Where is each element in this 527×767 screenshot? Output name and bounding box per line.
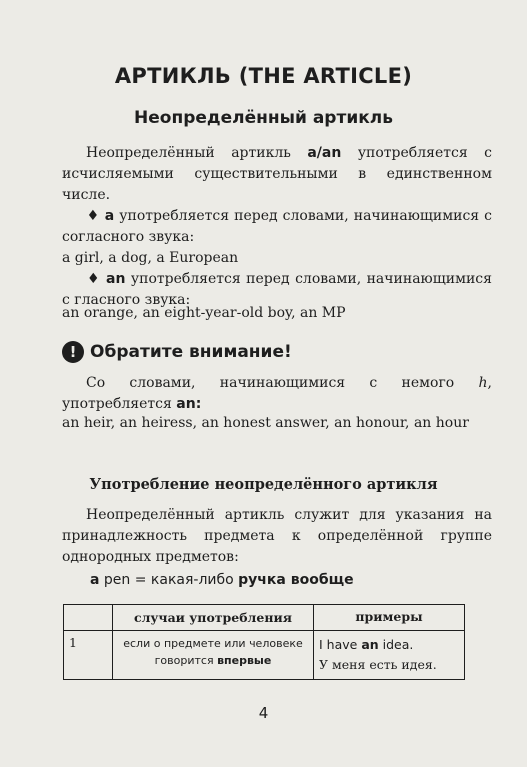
exclamation-icon: ! xyxy=(62,341,84,363)
rule-a-examples: a girl, a dog, a European xyxy=(62,250,239,266)
page-number: 4 xyxy=(258,704,269,722)
article-term: a/an xyxy=(307,145,342,161)
rule-an-examples: an orange, an eight-year-old boy, an MP xyxy=(62,305,346,321)
rule-a: ♦ a употребляется перед словами, начинающимися с согласного звука: xyxy=(62,208,492,245)
usage-examples: I have an idea. У меня есть идея. xyxy=(314,631,465,680)
row-number: 1 xyxy=(64,631,113,680)
table-row xyxy=(64,631,465,680)
usage-table xyxy=(63,604,465,680)
note-text: Со словами, начинающимися с немого h, употребляется an: xyxy=(62,375,492,412)
note-heading: ! Обратите внимание! xyxy=(62,341,292,363)
table-header-row xyxy=(64,605,465,631)
table-header xyxy=(64,605,113,631)
diamond-bullet-icon: ♦ xyxy=(86,208,100,224)
table-header: примеры xyxy=(314,605,465,631)
rule-an: ♦ an употребляется перед словами, начинающимися с гласного звука: xyxy=(62,271,492,308)
section-title: Неопределённый артикль xyxy=(134,108,393,128)
note-examples: an heir, an heiress, an honest answer, an honour, an hour xyxy=(62,415,469,431)
page-title: АРТИКЛЬ (THE ARTICLE) xyxy=(114,64,413,88)
usage-case: если о предмете или человеке говорится впервые xyxy=(113,631,314,680)
intro-paragraph: Неопределённый артикль a/an употребляется с исчисляемыми существительными в единственном числе. xyxy=(62,145,492,203)
table-header: случаи употребления xyxy=(113,605,314,631)
diamond-bullet-icon: ♦ xyxy=(86,271,101,287)
usage-heading: Употребление неопределённого артикля xyxy=(89,476,438,493)
usage-text: Неопределённый артикль служит для указания на принадлежность предмета к определённой группе однородных предметов: xyxy=(62,507,492,565)
usage-example: a pen = какая-либо ручка вообще xyxy=(90,572,354,588)
